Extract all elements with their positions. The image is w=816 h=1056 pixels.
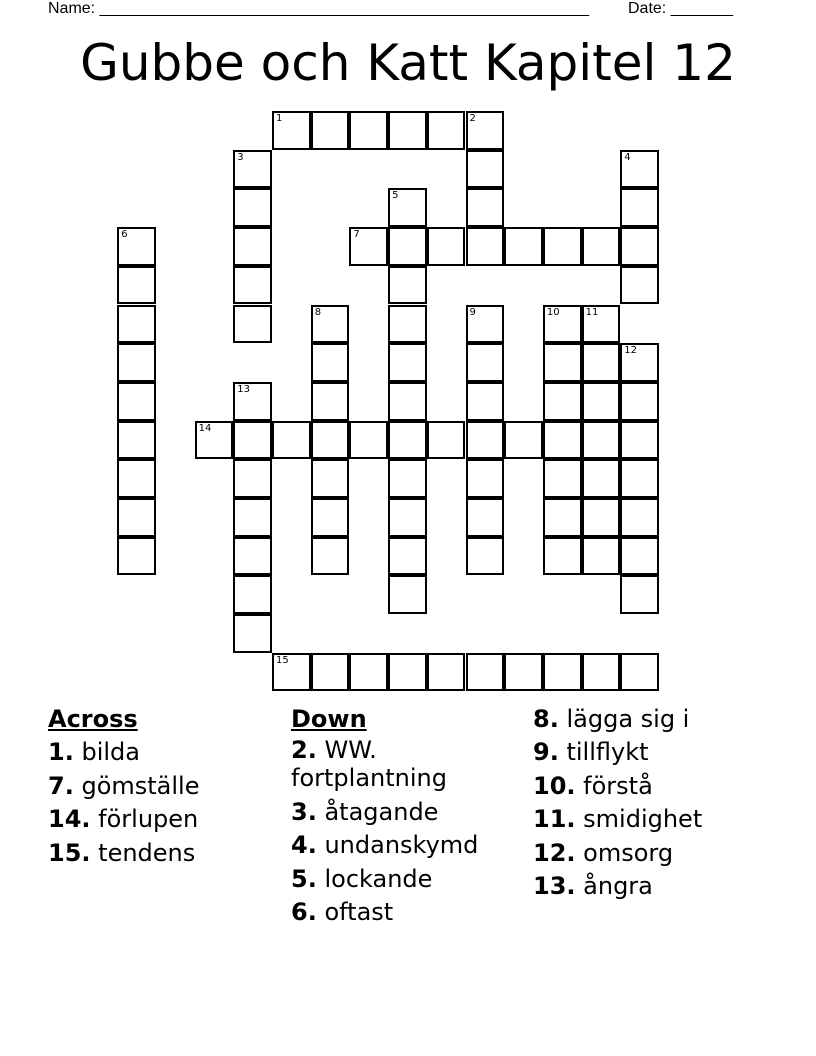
clue-down-12 bbox=[533, 837, 793, 870]
crossword-cell[interactable] bbox=[117, 537, 156, 576]
down-heading: Down bbox=[291, 705, 367, 733]
crossword-cell[interactable] bbox=[349, 111, 388, 150]
crossword-cell[interactable] bbox=[543, 343, 582, 382]
crossword-cell[interactable] bbox=[466, 227, 505, 266]
cell-number: 6 bbox=[121, 229, 128, 241]
clue-text: smidighet bbox=[583, 805, 703, 834]
name-field[interactable]: Name: _______________________________________________________ bbox=[48, 0, 589, 17]
crossword-cell[interactable] bbox=[233, 150, 272, 189]
clue-text: tendens bbox=[98, 838, 196, 867]
crossword-cell[interactable] bbox=[388, 111, 427, 150]
crossword-cell[interactable] bbox=[388, 653, 427, 692]
crossword-cell[interactable] bbox=[504, 227, 543, 266]
crossword-cell[interactable] bbox=[427, 111, 466, 150]
crossword-cell[interactable] bbox=[582, 537, 621, 576]
clue-text: omsorg bbox=[583, 838, 674, 867]
clue-text: oftast bbox=[324, 897, 394, 926]
crossword-cell[interactable] bbox=[117, 459, 156, 498]
crossword-cell[interactable] bbox=[233, 227, 272, 266]
crossword-cell[interactable] bbox=[543, 537, 582, 576]
clue-down-5 bbox=[291, 865, 521, 893]
cell-number: 7 bbox=[353, 229, 360, 241]
crossword-cell[interactable] bbox=[233, 266, 272, 305]
crossword-cell[interactable] bbox=[349, 227, 388, 266]
cell-number: 11 bbox=[585, 306, 599, 318]
crossword-cell[interactable] bbox=[311, 653, 350, 692]
clue-down-4 bbox=[291, 831, 521, 859]
crossword-cell[interactable] bbox=[233, 459, 272, 498]
clue-number: 15. bbox=[48, 838, 91, 867]
crossword-cell[interactable] bbox=[311, 382, 350, 421]
clue-text: ångra bbox=[583, 872, 653, 901]
cell-number: 10 bbox=[546, 306, 560, 318]
crossword-cell[interactable] bbox=[582, 459, 621, 498]
clue-down-13 bbox=[533, 870, 793, 903]
crossword-cell[interactable] bbox=[620, 266, 659, 305]
crossword-cell[interactable] bbox=[233, 305, 272, 344]
crossword-cell[interactable] bbox=[582, 421, 621, 460]
clue-number: 6. bbox=[291, 897, 317, 926]
clue-number: 7. bbox=[48, 771, 74, 800]
cell-number: 1 bbox=[276, 113, 283, 124]
crossword-cell[interactable] bbox=[233, 537, 272, 576]
crossword-cell[interactable] bbox=[582, 343, 621, 382]
crossword-cell[interactable] bbox=[195, 421, 234, 460]
cell-number: 5 bbox=[392, 190, 399, 202]
crossword-cell[interactable] bbox=[117, 227, 156, 266]
crossword-cell[interactable] bbox=[388, 305, 427, 344]
crossword-cell[interactable] bbox=[466, 653, 505, 692]
crossword-cell[interactable] bbox=[543, 421, 582, 460]
clue-across-7 bbox=[48, 770, 278, 803]
crossword-cell[interactable] bbox=[466, 498, 505, 537]
crossword-cell[interactable] bbox=[388, 459, 427, 498]
clue-number: 13. bbox=[533, 872, 576, 901]
clue-across-1 bbox=[48, 736, 278, 769]
clue-text: undanskymd bbox=[324, 831, 479, 860]
crossword-cell[interactable] bbox=[543, 459, 582, 498]
crossword-cell[interactable] bbox=[582, 227, 621, 266]
crossword-cell[interactable] bbox=[233, 421, 272, 460]
crossword-cell[interactable] bbox=[349, 421, 388, 460]
down-clues bbox=[291, 703, 521, 931]
crossword-cell[interactable] bbox=[311, 459, 350, 498]
crossword-cell[interactable] bbox=[620, 382, 659, 421]
crossword-cell[interactable] bbox=[466, 537, 505, 576]
crossword-cell[interactable] bbox=[117, 266, 156, 305]
crossword-cell[interactable] bbox=[582, 382, 621, 421]
cell-number: 13 bbox=[237, 383, 251, 395]
crossword-cell[interactable] bbox=[117, 305, 156, 344]
crossword-cell[interactable] bbox=[620, 537, 659, 576]
crossword-cell[interactable] bbox=[620, 498, 659, 537]
crossword-cell[interactable] bbox=[272, 111, 311, 150]
clue-number: 12. bbox=[533, 838, 576, 867]
clue-down-2 bbox=[291, 736, 521, 792]
date-field[interactable]: Date: _______ bbox=[628, 0, 733, 17]
crossword-cell[interactable] bbox=[582, 498, 621, 537]
crossword-cell[interactable] bbox=[466, 421, 505, 460]
cell-number: 8 bbox=[314, 306, 322, 318]
clue-text: gömställe bbox=[81, 771, 200, 800]
crossword-cell[interactable] bbox=[233, 498, 272, 537]
crossword-cell[interactable] bbox=[311, 537, 350, 576]
crossword-cell[interactable] bbox=[466, 305, 505, 344]
clue-down-8 bbox=[533, 703, 793, 736]
crossword-cell[interactable] bbox=[233, 614, 272, 653]
crossword-cell[interactable] bbox=[272, 421, 311, 460]
crossword-cell[interactable] bbox=[233, 382, 272, 421]
crossword-cell[interactable] bbox=[311, 305, 350, 344]
crossword-cell[interactable] bbox=[620, 227, 659, 266]
crossword-cell[interactable] bbox=[466, 111, 505, 150]
crossword-cell[interactable] bbox=[620, 343, 659, 382]
crossword-cell[interactable] bbox=[504, 653, 543, 692]
cell-number: 15 bbox=[276, 654, 289, 666]
across-clues bbox=[48, 703, 278, 870]
crossword-cell[interactable] bbox=[427, 227, 466, 266]
crossword-cell[interactable] bbox=[466, 343, 505, 382]
clue-number: 11. bbox=[533, 805, 576, 834]
crossword-cell[interactable] bbox=[466, 150, 505, 189]
crossword-cell[interactable] bbox=[311, 343, 350, 382]
clue-text: lägga sig i bbox=[566, 705, 690, 733]
clue-number: 14. bbox=[48, 805, 91, 834]
crossword-cell[interactable] bbox=[388, 188, 427, 227]
clue-down-3 bbox=[291, 798, 521, 826]
clue-down-10 bbox=[533, 770, 793, 803]
crossword-cell[interactable] bbox=[233, 188, 272, 227]
crossword-cell[interactable] bbox=[388, 266, 427, 305]
crossword-cell[interactable] bbox=[466, 382, 505, 421]
crossword-cell[interactable] bbox=[311, 498, 350, 537]
crossword-cell[interactable] bbox=[543, 498, 582, 537]
clue-text: åtagande bbox=[324, 797, 439, 826]
crossword-cell[interactable] bbox=[620, 421, 659, 460]
clue-number: 3. bbox=[291, 797, 317, 826]
crossword-cell[interactable] bbox=[466, 188, 505, 227]
clue-down-11 bbox=[533, 803, 793, 836]
clue-text: förlupen bbox=[98, 805, 199, 834]
puzzle-title: Gubbe och Katt Kapitel 12 bbox=[80, 34, 736, 92]
crossword-cell[interactable] bbox=[620, 150, 659, 189]
crossword-cell[interactable] bbox=[620, 459, 659, 498]
crossword-cell[interactable] bbox=[388, 227, 427, 266]
crossword-cell[interactable] bbox=[388, 537, 427, 576]
crossword-cell[interactable] bbox=[504, 421, 543, 460]
crossword-cell[interactable] bbox=[388, 382, 427, 421]
clue-number: 5. bbox=[291, 864, 317, 893]
cell-number: 14 bbox=[198, 422, 212, 434]
clue-number: 8. bbox=[533, 705, 559, 733]
clue-number: 2. bbox=[291, 736, 317, 765]
cell-number: 4 bbox=[624, 151, 631, 163]
clue-text: bilda bbox=[81, 738, 140, 767]
clue-number: 9. bbox=[533, 738, 559, 767]
clue-down-9 bbox=[533, 736, 793, 769]
crossword-cell[interactable] bbox=[543, 305, 582, 344]
cell-number: 9 bbox=[469, 306, 476, 318]
crossword-cell[interactable] bbox=[543, 653, 582, 692]
crossword-cell[interactable] bbox=[388, 498, 427, 537]
clue-text: tillflykt bbox=[566, 738, 649, 767]
clue-number: 1. bbox=[48, 738, 74, 767]
crossword-cell[interactable] bbox=[543, 227, 582, 266]
crossword-cell[interactable] bbox=[388, 343, 427, 382]
clue-number: 4. bbox=[291, 831, 317, 860]
crossword-cell[interactable] bbox=[543, 382, 582, 421]
crossword-cell[interactable] bbox=[311, 421, 350, 460]
crossword-cell[interactable] bbox=[582, 305, 621, 344]
down-clues-continued bbox=[533, 703, 793, 903]
crossword-cell[interactable] bbox=[117, 382, 156, 421]
crossword-cell[interactable] bbox=[233, 575, 272, 614]
crossword-cell[interactable] bbox=[620, 575, 659, 614]
crossword-cell[interactable] bbox=[582, 653, 621, 692]
across-heading: Across bbox=[48, 705, 138, 733]
crossword-cell[interactable] bbox=[117, 421, 156, 460]
clue-down-6 bbox=[291, 898, 521, 926]
crossword-cell[interactable] bbox=[272, 653, 311, 692]
clue-number: 10. bbox=[533, 771, 576, 800]
crossword-cell[interactable] bbox=[388, 575, 427, 614]
crossword-cell[interactable] bbox=[117, 343, 156, 382]
clue-text: förstå bbox=[583, 771, 653, 800]
crossword-cell[interactable] bbox=[349, 653, 388, 692]
crossword-cell[interactable] bbox=[427, 653, 466, 692]
crossword-cell[interactable] bbox=[620, 653, 659, 692]
crossword-cell[interactable] bbox=[311, 111, 350, 150]
cell-number: 2 bbox=[469, 113, 476, 124]
cell-number: 3 bbox=[237, 151, 244, 163]
clue-text: lockande bbox=[324, 864, 433, 893]
crossword-cell[interactable] bbox=[117, 498, 156, 537]
crossword-cell[interactable] bbox=[388, 421, 427, 460]
clue-across-14 bbox=[48, 803, 278, 836]
clue-text: WW. fortplantning bbox=[291, 736, 447, 793]
crossword-cell[interactable] bbox=[466, 459, 505, 498]
cell-number: 12 bbox=[624, 345, 638, 357]
crossword-cell[interactable] bbox=[620, 188, 659, 227]
clue-across-15 bbox=[48, 837, 278, 870]
crossword-cell[interactable] bbox=[427, 421, 466, 460]
